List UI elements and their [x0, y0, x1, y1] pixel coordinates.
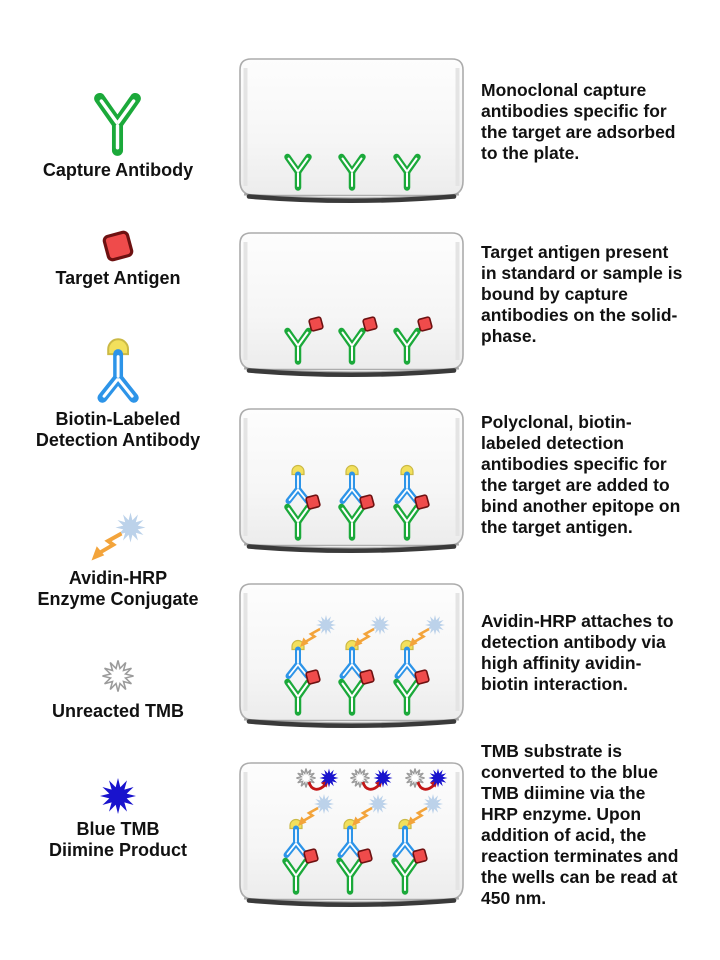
step-5-description: TMB substrate is converted to the blue TMB diimine via the HRP enzyme. Upon addition of acid, the reaction terminates and the wells can be read at 450 nm. [481, 741, 679, 908]
legend-label-line: Biotin-Labeled [55, 409, 181, 429]
avidin-hrp-legend-icon [0, 508, 236, 566]
capture-antibody-icon [100, 99, 136, 151]
microplate-well-stage-2 [237, 230, 466, 380]
blue-tmb-diimine-icon [100, 778, 136, 814]
legend-label-line: Enzyme Conjugate [37, 589, 199, 609]
legend-label-line: Blue TMB [76, 819, 160, 839]
legend-label-line: Capture Antibody [42, 160, 194, 180]
detection-antibody-icon [102, 339, 133, 398]
unreacted-tmb-legend-icon [0, 656, 236, 696]
microplate-well-stage-1 [237, 56, 466, 206]
legend-label-line: Diimine Product [48, 840, 187, 860]
target-antigen-icon [103, 231, 132, 260]
blue-tmb-label [0, 819, 236, 861]
unreacted-tmb-label [0, 701, 236, 722]
target-antigen-label [0, 268, 236, 289]
microplate-well-stage-5 [237, 760, 466, 910]
blue-tmb-legend-icon [0, 774, 236, 818]
capture-antibody-label [0, 160, 236, 181]
legend-label-line: Avidin-HRP [68, 568, 168, 588]
detection-antibody-label [0, 409, 236, 451]
avidin-hrp-label [0, 568, 236, 610]
detection-antibody-legend-icon [0, 332, 236, 404]
step-1-description: Monoclonal capture antibodies specific for the target are adsorbed to the plate. [481, 80, 676, 163]
avidin-hrp-icon [92, 513, 146, 561]
capture-antibody-legend-icon [0, 88, 236, 158]
microplate-well-stage-3 [237, 406, 466, 556]
legend-label-line: Unreacted TMB [51, 701, 185, 721]
target-antigen-legend-icon [0, 228, 236, 264]
unreacted-tmb-icon [103, 661, 134, 692]
step-2-description: Target antigen present in standard or sample is bound by capture antibodies on the solid-phase. [481, 242, 683, 346]
legend-label-line: Detection Antibody [35, 430, 201, 450]
microplate-well-stage-4 [237, 581, 466, 731]
step-3-description: Polyclonal, biotin-labeled detection antibodies specific for the target are added to bind another epitope on the target antigen. [481, 412, 681, 537]
legend-label-line: Target Antigen [55, 268, 181, 288]
step-4-description: Avidin-HRP attaches to detection antibody via high affinity avidin-biotin interaction. [481, 611, 674, 694]
